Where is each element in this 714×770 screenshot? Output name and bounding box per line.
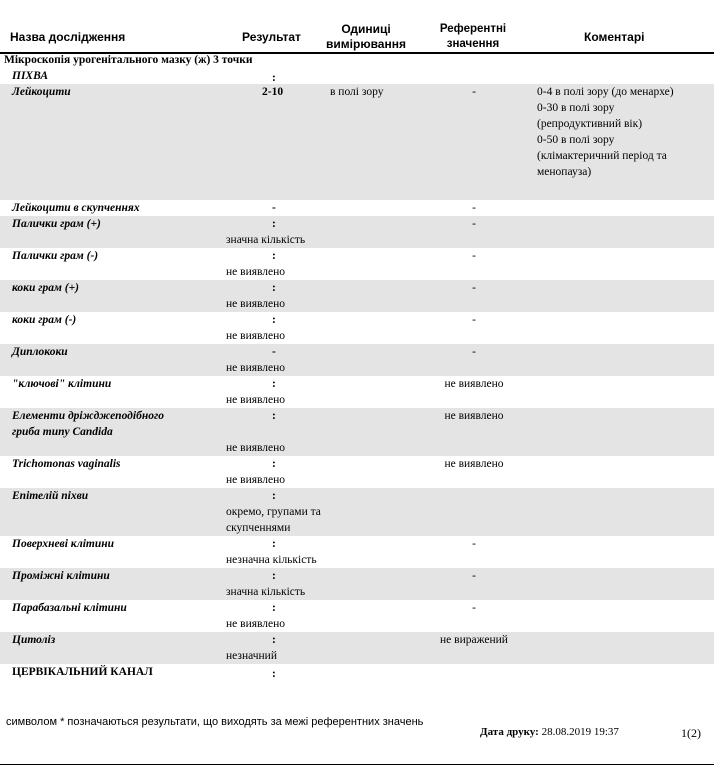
table-row: Парабазальні клітини : не виявлено - xyxy=(12,602,476,630)
col-comment-header: Коментарі xyxy=(584,30,645,44)
table-row: Проміжні клітини : значна кількість - xyxy=(0,568,714,600)
col-ref-header: Референтні значення xyxy=(439,23,507,50)
table-row: Епітелій піхви : окремо, групами та скупченнями xyxy=(0,488,714,536)
table-header xyxy=(0,0,714,54)
page-number: 1(2) xyxy=(681,726,701,740)
table-row: коки грам (+) : не виявлено - xyxy=(0,280,714,312)
table-row: Диплококи - не виявлено - xyxy=(0,344,714,376)
table-row: ЦЕРВІКАЛЬНИЙ КАНАЛ : xyxy=(12,666,276,680)
footnote: символом * позначаються результати, що виходять за межі референтних значень xyxy=(6,716,424,728)
col-name-header: Назва дослідження xyxy=(10,30,126,44)
table-row: Елементи дріжджеподібного гриба типу Candida : не виявлено не виявлено xyxy=(0,408,714,456)
table-row: Лейкоцити 2-10 в полі зору - 0-4 в полі зору (до менархе) 0-30 в полі зору (репродуктивний вік) 0-50 в полі зору (клімактеричний період та менопауза) xyxy=(0,84,714,200)
table-row: Палички грам (+) : значна кількість - xyxy=(0,216,714,248)
table-row: Палички грам (-) : не виявлено - xyxy=(12,250,476,278)
comment-text: 0-4 в полі зору (до менархе) 0-30 в полі зору (репродуктивний вік) 0-50 в полі зору (клімактеричний період та менопауза) xyxy=(537,86,674,178)
col-units-header: Одиниці вимірювання xyxy=(326,22,406,51)
table-row: ПІХВА : xyxy=(12,70,276,84)
table-row: Цитоліз : незначний не виражений xyxy=(0,632,714,664)
table-row: Trichomonas vaginalis : не виявлено не виявлено xyxy=(12,458,504,486)
col-result-header: Результат xyxy=(242,30,301,44)
bottom-divider xyxy=(0,764,714,765)
table-row: "ключові" клітини : не виявлено не виявлено xyxy=(12,378,504,406)
print-date: Дата друку: 28.08.2019 19:37 xyxy=(480,726,619,738)
table-row: коки грам (-) : не виявлено - xyxy=(12,314,476,342)
table-row: Поверхневі клітини : незначна кількість - xyxy=(12,538,476,566)
table-row: Лейкоцити в скупченнях - - xyxy=(12,202,476,214)
results-table xyxy=(0,68,714,684)
section-title: Мікроскопія урогенітального мазку (ж) 3 точки xyxy=(4,54,253,66)
